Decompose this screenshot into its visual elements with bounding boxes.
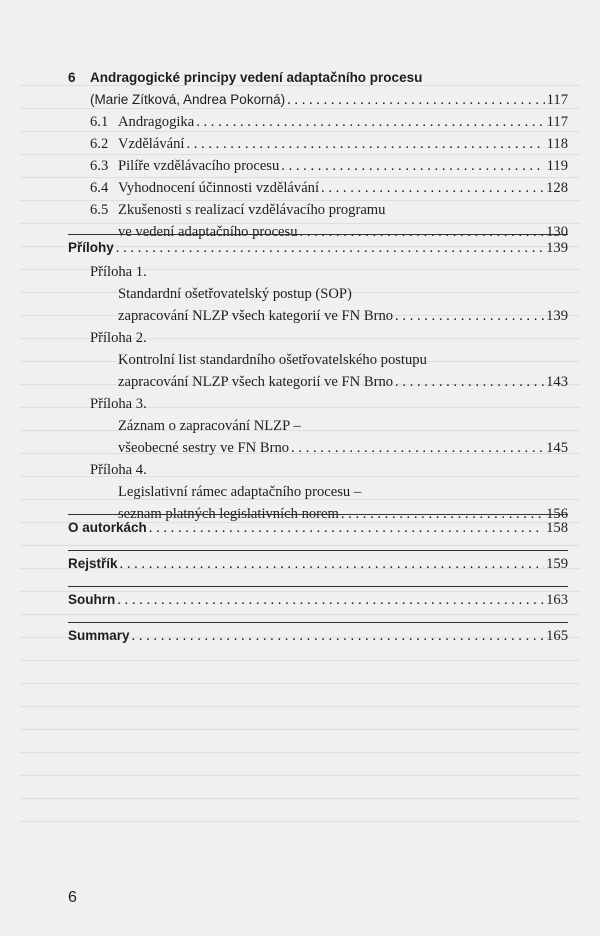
- chapter-title: Andragogické principy vedení adaptačního procesu: [90, 70, 423, 85]
- appendix-label: Příloha 3.: [90, 396, 147, 412]
- appendix-title: zapracování NLZP všech kategorií ve FN Brno: [118, 374, 394, 390]
- toc-section: 6.1 Andragogika . . . 117: [90, 114, 568, 131]
- appendix-title: Záznam o zapracování NLZP –: [118, 418, 301, 434]
- divider: [68, 550, 568, 551]
- page-number: 158: [546, 520, 568, 536]
- section-title: Vyhodnocení účinnosti vzdělávání: [118, 180, 320, 196]
- section-title: ve vedení adaptačního procesu: [118, 224, 298, 240]
- toc-section: 6.5 Zkušenosti s realizací vzdělávacího programu: [90, 202, 386, 218]
- page-number: 118: [546, 136, 568, 152]
- page-number: 139: [546, 240, 568, 256]
- page-number: 145: [546, 440, 568, 456]
- page-number: 130: [546, 224, 568, 240]
- back-matter-title: Rejstřík: [68, 556, 118, 571]
- appendix-title: Legislativní rámec adaptačního procesu –: [118, 484, 362, 500]
- divider: [68, 622, 568, 623]
- section-title: Zkušenosti s realizací vzdělávacího programu: [118, 202, 386, 218]
- page-number: 139: [546, 308, 568, 324]
- divider: [68, 586, 568, 587]
- divider: [68, 234, 568, 235]
- toc-section: 6.4 Vyhodnocení účinnosti vzdělávání . . . 128: [90, 180, 568, 197]
- page-number: 165: [546, 628, 568, 644]
- appendix-title: zapracování NLZP všech kategorií ve FN Brno: [118, 308, 394, 324]
- page-number: 156: [546, 506, 568, 522]
- page-folio: 6: [68, 889, 77, 906]
- appendices-title: Přílohy: [68, 240, 114, 255]
- back-matter-title: O autorkách: [68, 520, 147, 535]
- back-matter-title: Souhrn: [68, 592, 116, 607]
- back-matter-title: Summary: [68, 628, 130, 643]
- toc-section-continued: [118, 224, 568, 241]
- section-title: Andragogika: [118, 114, 195, 130]
- chapter-authors: (Marie Zítková, Andrea Pokorná): [90, 92, 286, 107]
- appendix-label: Příloha 4.: [90, 462, 147, 478]
- appendix-title: Kontrolní list standardního ošetřovatelského postupu: [118, 352, 427, 368]
- page-number: 119: [546, 158, 568, 174]
- section-title: Vzdělávání: [118, 136, 185, 152]
- page-number: 143: [546, 374, 568, 390]
- appendix-title: všeobecné sestry ve FN Brno: [118, 440, 290, 456]
- page-number: 117: [546, 114, 568, 130]
- chapter-number: 6: [68, 70, 76, 85]
- toc-section: 6.3 Pilíře vzdělávacího procesu . . . 119: [90, 158, 568, 175]
- page-number: 159: [546, 556, 568, 572]
- page-number: 128: [546, 180, 568, 196]
- section-title: Pilíře vzdělávacího procesu: [118, 158, 280, 174]
- divider: [68, 514, 568, 515]
- appendix-title: seznam platných legislativních norem: [118, 506, 339, 522]
- page-number: 117: [546, 92, 568, 108]
- appendix-label: Příloha 1.: [90, 264, 147, 280]
- appendix-label: Příloha 2.: [90, 330, 147, 346]
- appendix-title: Standardní ošetřovatelský postup (SOP): [118, 286, 352, 302]
- page-number: 163: [546, 592, 568, 608]
- toc-section: 6.2 Vzdělávání . . . 118: [90, 136, 568, 153]
